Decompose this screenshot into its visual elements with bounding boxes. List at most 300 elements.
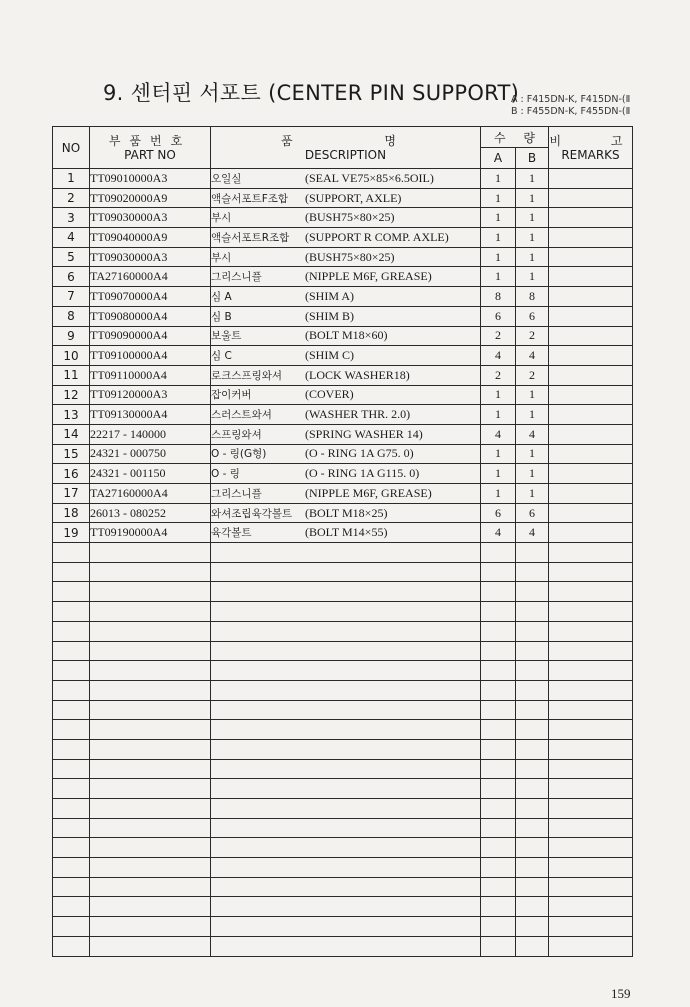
quantity-b: 4	[516, 346, 549, 366]
remarks-cell	[549, 897, 633, 917]
remarks-cell	[549, 543, 633, 563]
row-number	[53, 877, 90, 897]
quantity-a: 8	[481, 287, 516, 307]
part-name-kr: 부시	[211, 251, 232, 264]
row-number: 7	[53, 287, 90, 307]
part-description	[211, 582, 481, 602]
part-name-kr: O - 링(G형)	[211, 448, 267, 461]
remarks-cell	[549, 641, 633, 661]
row-number	[53, 936, 90, 956]
part-number	[90, 936, 211, 956]
remarks-cell	[549, 739, 633, 759]
part-name-en: (SUPPORT R COMP. AXLE)	[305, 229, 449, 244]
part-number	[90, 602, 211, 622]
part-description	[211, 267, 481, 287]
part-name-en: (COVER)	[305, 387, 354, 402]
part-number	[90, 897, 211, 917]
row-number: 17	[53, 484, 90, 504]
table-row	[53, 306, 633, 326]
part-description	[211, 641, 481, 661]
part-number: TT09080000A4	[90, 306, 211, 326]
part-name-kr: 심 A	[211, 290, 232, 303]
quantity-a: 1	[481, 484, 516, 504]
remarks-cell	[549, 326, 633, 346]
part-name-kr: 오일실	[211, 172, 242, 185]
empty-table-row	[53, 936, 633, 956]
part-name-en: (O - RING 1A G75. 0)	[305, 446, 414, 461]
row-number	[53, 739, 90, 759]
header-part-no-en: PART NO	[124, 147, 176, 162]
remarks-cell	[549, 484, 633, 504]
part-name-kr: 심 B	[211, 310, 232, 323]
table-row	[53, 484, 633, 504]
row-number	[53, 779, 90, 799]
quantity-b: 1	[516, 444, 549, 464]
row-number: 6	[53, 267, 90, 287]
table-row	[53, 267, 633, 287]
part-description	[211, 759, 481, 779]
part-number: TT09030000A3	[90, 208, 211, 228]
header-no: NO	[53, 127, 90, 169]
part-number: TT09090000A4	[90, 326, 211, 346]
header-quantity: 수 량	[481, 127, 549, 148]
part-name-en: (BUSH75×80×25)	[305, 210, 395, 225]
table-row	[53, 503, 633, 523]
row-number: 15	[53, 444, 90, 464]
part-description	[211, 484, 481, 504]
table-row	[53, 188, 633, 208]
row-number: 2	[53, 188, 90, 208]
quantity-a	[481, 818, 516, 838]
part-number: TT09010000A3	[90, 169, 211, 189]
part-description	[211, 306, 481, 326]
row-number: 5	[53, 247, 90, 267]
quantity-b	[516, 720, 549, 740]
row-number	[53, 720, 90, 740]
quantity-a: 1	[481, 247, 516, 267]
quantity-a	[481, 562, 516, 582]
part-description	[211, 365, 481, 385]
part-number: TT09110000A4	[90, 365, 211, 385]
part-name-en: (BOLT M18×60)	[305, 328, 388, 343]
quantity-b	[516, 582, 549, 602]
row-number	[53, 543, 90, 563]
header-description-en: DESCRIPTION	[304, 147, 387, 162]
part-name-kr: 그리스니플	[211, 271, 262, 284]
table-row	[53, 208, 633, 228]
part-description	[211, 838, 481, 858]
remarks-cell	[549, 877, 633, 897]
quantity-a: 1	[481, 228, 516, 248]
part-description	[211, 720, 481, 740]
remarks-cell	[549, 759, 633, 779]
part-description	[211, 661, 481, 681]
remarks-cell	[549, 267, 633, 287]
part-description	[211, 917, 481, 937]
part-number	[90, 917, 211, 937]
model-line-a: A : F415DN-K, F415DN-(Ⅱ	[511, 94, 631, 105]
remarks-cell	[549, 779, 633, 799]
row-number	[53, 621, 90, 641]
part-number	[90, 661, 211, 681]
quantity-b	[516, 641, 549, 661]
row-number: 11	[53, 365, 90, 385]
quantity-a: 1	[481, 188, 516, 208]
quantity-a	[481, 700, 516, 720]
part-number: TT09100000A4	[90, 346, 211, 366]
quantity-b: 6	[516, 503, 549, 523]
remarks-cell	[549, 700, 633, 720]
part-description	[211, 818, 481, 838]
quantity-a	[481, 739, 516, 759]
remarks-cell	[549, 720, 633, 740]
part-number: 22217 - 140000	[90, 424, 211, 444]
quantity-a: 2	[481, 326, 516, 346]
quantity-a: 4	[481, 346, 516, 366]
quantity-b	[516, 661, 549, 681]
quantity-b	[516, 838, 549, 858]
remarks-cell	[549, 562, 633, 582]
row-number	[53, 680, 90, 700]
quantity-b: 8	[516, 287, 549, 307]
quantity-a	[481, 621, 516, 641]
part-description	[211, 877, 481, 897]
quantity-b	[516, 897, 549, 917]
quantity-a	[481, 858, 516, 878]
part-number	[90, 582, 211, 602]
quantity-a	[481, 759, 516, 779]
quantity-a: 1	[481, 267, 516, 287]
remarks-cell	[549, 936, 633, 956]
part-number	[90, 779, 211, 799]
remarks-cell	[549, 228, 633, 248]
empty-table-row	[53, 720, 633, 740]
quantity-b: 2	[516, 326, 549, 346]
part-number: 24321 - 000750	[90, 444, 211, 464]
part-name-en: (SEAL VE75×85×6.5OIL)	[305, 170, 434, 185]
part-number: TT09190000A4	[90, 523, 211, 543]
quantity-b	[516, 936, 549, 956]
header-remarks	[549, 127, 633, 169]
quantity-a: 6	[481, 306, 516, 326]
part-description	[211, 208, 481, 228]
quantity-b	[516, 818, 549, 838]
part-name-en: (SHIM B)	[305, 308, 355, 323]
row-number	[53, 759, 90, 779]
quantity-a	[481, 799, 516, 819]
part-name-kr: 부시	[211, 212, 232, 225]
header-qty-b: B	[516, 148, 549, 169]
quantity-b: 1	[516, 405, 549, 425]
table-row	[53, 326, 633, 346]
quantity-b: 1	[516, 484, 549, 504]
quantity-a	[481, 720, 516, 740]
quantity-a: 1	[481, 169, 516, 189]
remarks-cell	[549, 188, 633, 208]
parts-table	[52, 126, 633, 957]
part-name-en: (SHIM A)	[305, 288, 355, 303]
part-name-en: (SPRING WASHER 14)	[305, 426, 423, 441]
row-number: 13	[53, 405, 90, 425]
row-number: 16	[53, 464, 90, 484]
quantity-b	[516, 779, 549, 799]
remarks-cell	[549, 661, 633, 681]
part-name-en: (O - RING 1A G115. 0)	[305, 466, 420, 481]
part-number	[90, 680, 211, 700]
part-description	[211, 228, 481, 248]
parts-table-header	[53, 127, 633, 169]
quantity-a	[481, 582, 516, 602]
part-name-en: (WASHER THR. 2.0)	[305, 407, 411, 422]
empty-table-row	[53, 897, 633, 917]
row-number: 3	[53, 208, 90, 228]
part-name-kr: 액슬서포트F조합	[211, 192, 289, 205]
header-description	[211, 127, 481, 169]
empty-table-row	[53, 621, 633, 641]
part-number: TA27160000A4	[90, 484, 211, 504]
part-name-kr: 스러스트와셔	[211, 409, 272, 422]
part-description	[211, 188, 481, 208]
remarks-cell	[549, 287, 633, 307]
remarks-cell	[549, 444, 633, 464]
quantity-a: 4	[481, 424, 516, 444]
quantity-b: 1	[516, 188, 549, 208]
remarks-cell	[549, 917, 633, 937]
header-remarks-en: REMARKS	[561, 147, 620, 162]
quantity-b	[516, 700, 549, 720]
quantity-a: 1	[481, 464, 516, 484]
row-number	[53, 897, 90, 917]
quantity-b: 2	[516, 365, 549, 385]
part-number: 24321 - 001150	[90, 464, 211, 484]
part-number: TT09130000A4	[90, 405, 211, 425]
quantity-a	[481, 897, 516, 917]
header-part-no	[90, 127, 211, 169]
row-number: 10	[53, 346, 90, 366]
table-row	[53, 385, 633, 405]
quantity-a	[481, 543, 516, 563]
quantity-b	[516, 602, 549, 622]
quantity-b: 4	[516, 424, 549, 444]
quantity-a: 1	[481, 208, 516, 228]
part-name-kr: 심 C	[211, 350, 232, 363]
empty-table-row	[53, 562, 633, 582]
empty-table-row	[53, 838, 633, 858]
remarks-cell	[549, 208, 633, 228]
part-name-kr: 그리스니플	[211, 487, 262, 500]
part-number	[90, 818, 211, 838]
part-description	[211, 464, 481, 484]
empty-table-row	[53, 759, 633, 779]
row-number	[53, 641, 90, 661]
quantity-b	[516, 543, 549, 563]
quantity-a: 1	[481, 444, 516, 464]
part-description	[211, 169, 481, 189]
row-number: 8	[53, 306, 90, 326]
row-number	[53, 818, 90, 838]
part-name-en: (BUSH75×80×25)	[305, 249, 395, 264]
remarks-cell	[549, 405, 633, 425]
remarks-cell	[549, 799, 633, 819]
empty-table-row	[53, 779, 633, 799]
row-number: 4	[53, 228, 90, 248]
part-number	[90, 799, 211, 819]
table-row	[53, 444, 633, 464]
quantity-a	[481, 680, 516, 700]
part-number: TT09030000A3	[90, 247, 211, 267]
row-number	[53, 858, 90, 878]
part-name-kr: 로크스프링와셔	[211, 369, 283, 382]
quantity-a	[481, 936, 516, 956]
table-row	[53, 247, 633, 267]
header-part-no-kr: 부품번호	[108, 133, 192, 148]
part-description	[211, 405, 481, 425]
row-number	[53, 799, 90, 819]
part-number: TT09040000A9	[90, 228, 211, 248]
table-row	[53, 365, 633, 385]
part-description	[211, 799, 481, 819]
table-row	[53, 346, 633, 366]
part-name-kr: 잡이커버	[211, 389, 252, 402]
empty-table-row	[53, 543, 633, 563]
part-number	[90, 621, 211, 641]
remarks-cell	[549, 306, 633, 326]
quantity-a: 1	[481, 385, 516, 405]
remarks-cell	[549, 858, 633, 878]
part-name-en: (BOLT M18×25)	[305, 505, 388, 520]
empty-table-row	[53, 641, 633, 661]
part-description	[211, 562, 481, 582]
header-description-kr: 품 명	[281, 133, 410, 148]
remarks-cell	[549, 680, 633, 700]
quantity-b	[516, 759, 549, 779]
part-name-kr: 보울트	[211, 330, 242, 343]
quantity-a	[481, 838, 516, 858]
remarks-cell	[549, 464, 633, 484]
part-number	[90, 877, 211, 897]
empty-table-row	[53, 739, 633, 759]
part-number: TT09120000A3	[90, 385, 211, 405]
row-number	[53, 582, 90, 602]
part-number	[90, 720, 211, 740]
quantity-b: 1	[516, 385, 549, 405]
quantity-b	[516, 917, 549, 937]
part-description	[211, 602, 481, 622]
remarks-cell	[549, 523, 633, 543]
empty-table-row	[53, 680, 633, 700]
empty-table-row	[53, 799, 633, 819]
part-number	[90, 700, 211, 720]
part-number	[90, 739, 211, 759]
model-line-b: B : F455DN-K, F455DN-(Ⅱ	[511, 106, 631, 117]
row-number	[53, 917, 90, 937]
part-number	[90, 543, 211, 563]
parts-table-body	[53, 169, 633, 957]
table-row	[53, 424, 633, 444]
remarks-cell	[549, 169, 633, 189]
part-name-en: (LOCK WASHER18)	[305, 367, 410, 382]
empty-table-row	[53, 917, 633, 937]
quantity-b: 1	[516, 267, 549, 287]
part-description	[211, 424, 481, 444]
quantity-b	[516, 562, 549, 582]
row-number: 9	[53, 326, 90, 346]
empty-table-row	[53, 602, 633, 622]
table-row	[53, 464, 633, 484]
remarks-cell	[549, 818, 633, 838]
part-number: 26013 - 080252	[90, 503, 211, 523]
quantity-b	[516, 621, 549, 641]
table-row	[53, 523, 633, 543]
part-description	[211, 444, 481, 464]
quantity-b	[516, 858, 549, 878]
part-description	[211, 621, 481, 641]
part-name-kr: 액슬서포트R조합	[211, 231, 290, 244]
table-row	[53, 169, 633, 189]
part-description	[211, 897, 481, 917]
row-number: 19	[53, 523, 90, 543]
row-number	[53, 661, 90, 681]
part-number	[90, 759, 211, 779]
quantity-b	[516, 799, 549, 819]
model-applicability	[511, 94, 630, 118]
page-title: 9. 센터핀 서포트 (CENTER PIN SUPPORT)	[103, 81, 520, 105]
part-number: TT09070000A4	[90, 287, 211, 307]
part-name-kr: 와셔조립육각볼트	[211, 507, 293, 520]
empty-table-row	[53, 877, 633, 897]
empty-table-row	[53, 700, 633, 720]
part-description	[211, 680, 481, 700]
part-description	[211, 779, 481, 799]
row-number	[53, 700, 90, 720]
quantity-b: 1	[516, 228, 549, 248]
part-number: TA27160000A4	[90, 267, 211, 287]
part-number	[90, 858, 211, 878]
part-description	[211, 503, 481, 523]
part-number	[90, 641, 211, 661]
page-number: 159	[611, 986, 631, 1001]
quantity-b	[516, 877, 549, 897]
empty-table-row	[53, 818, 633, 838]
quantity-b: 1	[516, 464, 549, 484]
remarks-cell	[549, 365, 633, 385]
part-name-en: (NIPPLE M6F, GREASE)	[305, 485, 432, 500]
remarks-cell	[549, 247, 633, 267]
quantity-b: 4	[516, 523, 549, 543]
part-description	[211, 858, 481, 878]
part-number	[90, 562, 211, 582]
empty-table-row	[53, 582, 633, 602]
part-description	[211, 385, 481, 405]
remarks-cell	[549, 838, 633, 858]
part-number	[90, 838, 211, 858]
part-description	[211, 247, 481, 267]
part-description	[211, 936, 481, 956]
quantity-a	[481, 779, 516, 799]
part-number: TT09020000A9	[90, 188, 211, 208]
quantity-b: 1	[516, 169, 549, 189]
empty-table-row	[53, 661, 633, 681]
part-description	[211, 346, 481, 366]
quantity-b: 6	[516, 306, 549, 326]
empty-table-row	[53, 858, 633, 878]
part-name-kr: 스프링와셔	[211, 428, 262, 441]
table-row	[53, 228, 633, 248]
quantity-a	[481, 877, 516, 897]
quantity-a	[481, 917, 516, 937]
part-description	[211, 326, 481, 346]
row-number	[53, 562, 90, 582]
